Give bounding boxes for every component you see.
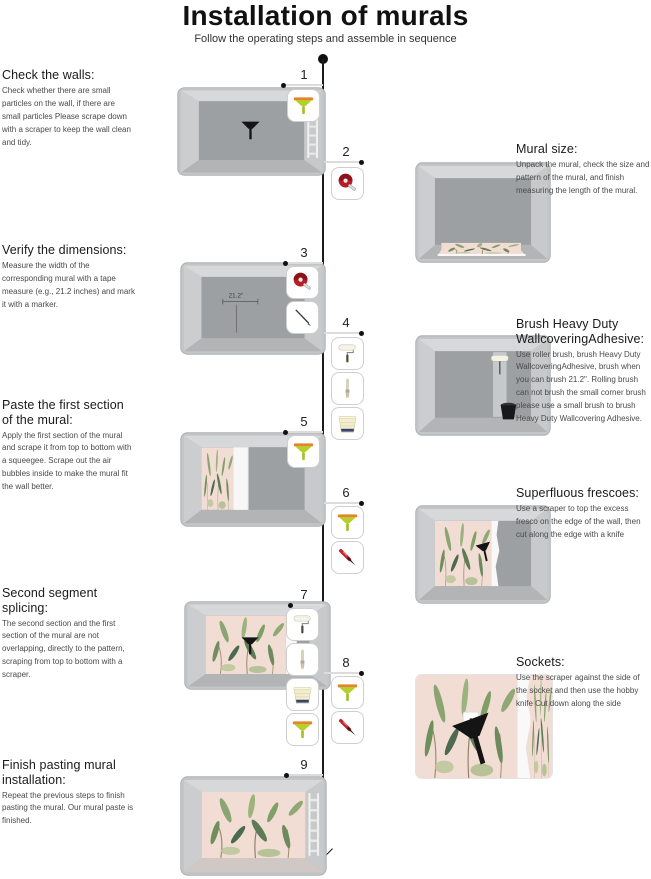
step-description: Check whether there are small particles on the wall, if there are small particles Please scrape down with a scraper to keep the wall clean and tidy.	[2, 85, 131, 147]
connector-line	[324, 672, 362, 674]
step-number: 7	[300, 587, 308, 602]
roller-brush-icon	[331, 337, 364, 370]
step-heading: Check the walls:	[2, 68, 95, 82]
step-number: 1	[300, 67, 308, 82]
connector-line	[290, 604, 323, 606]
squeegee-icon	[331, 506, 364, 539]
step-number: 5	[300, 414, 308, 429]
page-subtitle: Follow the operating steps and assemble in sequence	[194, 33, 457, 45]
step-heading: Verify the dimensions:	[2, 243, 127, 257]
connector-line	[283, 84, 323, 86]
connector-dot	[281, 83, 286, 88]
step-heading: Superfluous frescoes:	[516, 486, 639, 500]
step-number: 6	[342, 485, 350, 500]
step-description: Use a scraper to top the excess fresco on the edge of the wall, then cut along the edge with a knife	[516, 503, 641, 539]
connector-line	[324, 332, 362, 334]
step-5-text	[2, 398, 135, 494]
connector-line	[285, 262, 323, 264]
step-6-tools	[331, 506, 364, 574]
step-2-text	[516, 142, 650, 198]
connector-dot	[359, 160, 364, 165]
step-7-tools	[286, 608, 319, 746]
step-number: 9	[300, 757, 308, 772]
page-title: Installation of murals	[182, 0, 469, 31]
step-5-tools	[287, 435, 320, 468]
connector-dot	[359, 671, 364, 676]
step-3-tools	[286, 266, 319, 334]
step-description: Repeat the previous steps to finish pasting the mural. Our mural paste is finished.	[2, 790, 134, 826]
step-7-text	[2, 586, 138, 682]
connector-dot	[359, 331, 364, 336]
step-description: Measure the width of the corresponding mural with a tape measure (e.g., 21.2 inches) and mark it with a marker.	[2, 260, 135, 309]
tape-measure-icon	[286, 266, 319, 299]
step-description: Use roller brush, brush Heavy Duty WallcoveringAdhesive, brush when you can brush 21.2". Rolling brush can not brush the small corner brush please use a small brush to brush Heavy Duty Wallcovering Adhesive.	[516, 349, 646, 424]
connector-dot	[283, 261, 288, 266]
connector-dot	[283, 430, 288, 435]
small-brush-icon	[331, 372, 364, 405]
step-9-image	[180, 776, 327, 876]
step-description: Apply the first section of the mural and scrape it from top to bottom with a squeegee. Scrape out the air bubbles inside to make the mural fit the wall better.	[2, 430, 132, 492]
step-heading: Finish pasting mural installation:	[2, 758, 116, 787]
step-6-text	[516, 486, 650, 542]
step-number: 4	[342, 315, 350, 330]
hobby-knife-icon	[331, 711, 364, 744]
step-description: The second section and the first section of the mural are not overlapping, directly to the pattern, scraping from top to bottom with a scraper.	[2, 618, 125, 680]
step-8-text	[516, 655, 650, 711]
small-brush-icon	[286, 643, 319, 676]
step-heading: Second segment splicing:	[2, 586, 98, 615]
step-number: 3	[300, 245, 308, 260]
step-description: Unpack the mural, check the size and pattern of the mural, and finish measuring the length of the mural.	[516, 159, 650, 195]
connector-line	[286, 774, 323, 776]
connector-line	[285, 431, 323, 433]
step-description: Use the scraper against the side of the socket and then use the hobby knife Cut down along the side	[516, 672, 640, 708]
step-heading: Brush Heavy Duty WallcoveringAdhesive:	[516, 317, 645, 346]
step-1-tools	[287, 89, 320, 122]
marker-icon	[286, 301, 319, 334]
hobby-knife-icon	[331, 541, 364, 574]
step-4-text	[516, 317, 650, 426]
connector-dot	[284, 773, 289, 778]
adhesive-bucket-icon	[331, 407, 364, 440]
step-2-tools	[331, 167, 364, 200]
step-9-text	[2, 758, 135, 828]
step-heading: Sockets:	[516, 655, 565, 669]
squeegee-icon	[287, 435, 320, 468]
measurement-label: 21.2"	[228, 292, 244, 300]
squeegee-icon	[286, 713, 319, 746]
step-heading: Paste the first section of the mural:	[2, 398, 124, 427]
connector-dot	[288, 603, 293, 608]
step-8-tools	[331, 676, 364, 744]
connector-line	[324, 161, 362, 163]
adhesive-bucket-icon	[286, 678, 319, 711]
step-1-text	[2, 68, 135, 150]
step-4-tools	[331, 337, 364, 440]
connector-line	[324, 502, 362, 504]
roller-brush-icon	[286, 608, 319, 641]
step-3-text	[2, 243, 138, 312]
tape-measure-icon	[331, 167, 364, 200]
squeegee-icon	[331, 676, 364, 709]
squeegee-icon	[287, 89, 320, 122]
step-number: 2	[342, 144, 350, 159]
connector-dot	[359, 501, 364, 506]
step-heading: Mural size:	[516, 142, 578, 156]
step-number: 8	[342, 655, 350, 670]
